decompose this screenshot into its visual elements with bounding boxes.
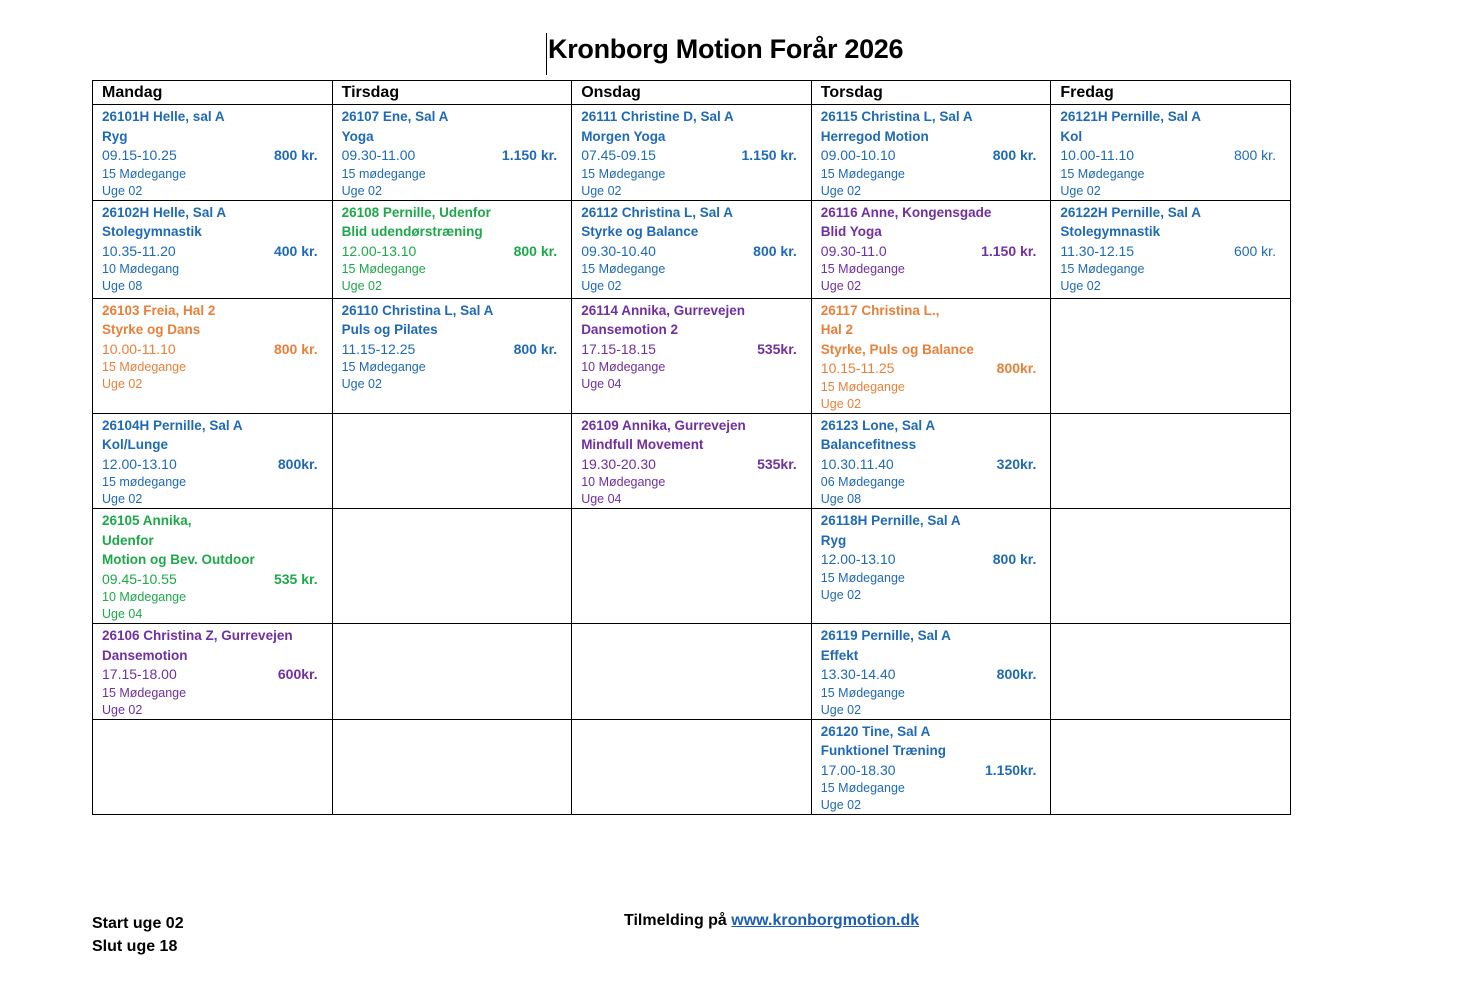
class-name: Dansemotion 2 (581, 322, 678, 337)
time-price-row (581, 242, 802, 262)
class-sessions: 15 Mødegange (820, 570, 905, 585)
class-start-week: Uge 02 (102, 702, 143, 717)
schedule-cell-thursday (811, 105, 1051, 201)
class-time: 17.00-18.30 (820, 761, 896, 778)
class-code-location: 26109 Annika, Gurrevejen (581, 417, 746, 433)
class-code-location: 26111 Christine D, Sal A (581, 109, 734, 124)
class-sessions: 10 Mødegange (581, 360, 666, 374)
class-time: 13.30-14.40 (820, 666, 896, 682)
class-start-week: Uge 02 (102, 377, 143, 391)
class-price: 800kr. (996, 360, 1037, 376)
schedule-cell-wednesday (572, 719, 812, 815)
class-price: 800 kr. (513, 340, 558, 357)
class-time: 09.45-10.55 (102, 570, 177, 587)
class-sessions: 15 Mødegange (102, 685, 187, 700)
class-start-week: Uge 02 (820, 279, 862, 293)
class-name: Ryg (820, 532, 847, 548)
class-code-location: 26121H Pernille, Sal A (1060, 109, 1201, 124)
time-price-row (821, 455, 1042, 475)
schedule-row (93, 298, 1291, 413)
class-start-week: Uge 02 (341, 279, 382, 293)
class-price: 600 kr. (1233, 242, 1276, 259)
class-location: Hal 2 (820, 322, 854, 337)
class-entry (821, 416, 1042, 509)
signup-link[interactable]: www.kronborgmotion.dk (731, 912, 920, 929)
class-entry (342, 301, 563, 394)
class-entry (821, 301, 1042, 413)
time-price-row (102, 242, 323, 262)
day-header-friday: Fredag (1051, 81, 1291, 105)
class-time: 11.30-12.15 (1060, 242, 1135, 259)
class-name: Styrke, Puls og Balance (820, 341, 974, 357)
schedule-row (93, 719, 1291, 815)
class-entry (821, 722, 1042, 815)
class-entry (102, 301, 323, 394)
class-start-week: Uge 04 (581, 377, 622, 391)
class-code-location: 26123 Lone, Sal A (820, 417, 936, 433)
schedule-row (93, 413, 1291, 509)
schedule-cell-tuesday (332, 413, 572, 509)
schedule-cell-wednesday (572, 413, 812, 509)
schedule-cell-tuesday (332, 509, 572, 624)
class-start-week: Uge 02 (1060, 279, 1101, 293)
class-sessions: 15 mødegange (102, 475, 187, 489)
class-sessions: 15 mødegange (341, 166, 426, 181)
schedule-cell-friday (1051, 105, 1291, 201)
class-start-week: Uge 02 (102, 183, 143, 198)
class-time: 09.30-10.40 (581, 242, 656, 259)
class-code-location: 26115 Christina L, Sal A (820, 109, 973, 124)
class-price: 400 kr. (273, 242, 318, 259)
schedule-cell-wednesday (572, 105, 812, 201)
class-name: Blid udendørstræning (341, 224, 483, 239)
class-code-location: 26122H Pernille, Sal A (1060, 204, 1201, 220)
class-price: 1.150 kr. (981, 242, 1037, 259)
class-price: 800 kr. (513, 242, 558, 259)
schedule-cell-friday (1051, 624, 1291, 720)
class-time: 11.15-12.25 (341, 340, 416, 357)
schedule-cell-tuesday (332, 200, 572, 298)
class-time: 12.00-13.10 (820, 551, 896, 567)
schedule-cell-thursday (811, 719, 1051, 815)
class-time: 10.15-11.25 (820, 360, 895, 376)
class-time: 09.30-11.00 (341, 147, 416, 163)
class-name: Yoga (341, 128, 374, 144)
class-entry (342, 107, 563, 200)
class-time: 10.30.11.40 (820, 455, 894, 472)
class-entry (821, 511, 1042, 604)
class-price: 535kr. (757, 340, 797, 357)
schedule-cell-friday (1051, 719, 1291, 815)
class-sessions: 15 Mødegange (820, 379, 905, 394)
time-price-row (102, 455, 323, 475)
class-code-location: 26119 Pernille, Sal A (820, 628, 951, 643)
schedule-cell-tuesday (332, 719, 572, 815)
time-price-row (1060, 146, 1281, 166)
class-entry (342, 203, 563, 296)
class-sessions: 15 Mødegange (820, 262, 905, 276)
time-price-row (102, 146, 323, 166)
day-header-row (93, 81, 1291, 105)
class-start-week: Uge 02 (102, 492, 143, 506)
class-price: 1.150 kr. (501, 147, 558, 163)
schedule-row (93, 200, 1291, 298)
schedule-cell-friday (1051, 413, 1291, 509)
time-price-row (102, 570, 323, 590)
schedule-cell-thursday (811, 298, 1051, 413)
class-price: 1.150kr. (984, 761, 1037, 778)
class-sessions: 15 Mødegange (1060, 262, 1145, 276)
time-price-row (581, 340, 802, 360)
class-time: 17.15-18.15 (581, 340, 656, 357)
class-start-week: Uge 02 (581, 183, 622, 198)
schedule-cell-friday (1051, 298, 1291, 413)
text-cursor (546, 33, 547, 75)
class-entry (1060, 107, 1281, 200)
schedule-cell-monday (93, 413, 333, 509)
schedule-cell-thursday (811, 200, 1051, 298)
class-name: Kol/Lunge (102, 437, 168, 452)
schedule-cell-monday (93, 509, 333, 624)
class-name: Stolegymnastik (1060, 224, 1161, 239)
schedule-cell-thursday (811, 509, 1051, 624)
time-price-row (1060, 242, 1281, 262)
class-code-location: 26104H Pernille, Sal A (102, 417, 243, 433)
class-sessions: 15 Mødegange (820, 781, 905, 795)
class-price: 800 kr. (273, 147, 318, 163)
class-code-location: 26110 Christina L, Sal A (341, 302, 494, 318)
class-name: Styrke og Dans (102, 322, 201, 337)
class-name: Blid Yoga (820, 224, 882, 239)
class-sessions: 15 Mødegange (102, 166, 187, 181)
class-sessions: 15 Mødegange (341, 360, 426, 374)
class-price: 535kr. (757, 455, 797, 472)
schedule-cell-friday (1051, 200, 1291, 298)
class-time: 12.00-13.10 (341, 242, 417, 259)
class-sessions: 15 Mødegange (581, 166, 666, 181)
class-start-week: Uge 02 (820, 587, 862, 602)
class-code-location: 26101H Helle, sal A (102, 109, 225, 124)
class-start-week: Uge 02 (341, 377, 382, 391)
class-time: 09.30-11.0 (820, 242, 887, 259)
class-time: 09.00-10.10 (820, 147, 896, 163)
class-name: Styrke og Balance (581, 224, 699, 239)
schedule-cell-wednesday (572, 298, 812, 413)
time-price-row (342, 146, 563, 166)
schedule-cell-tuesday (332, 298, 572, 413)
time-price-row (821, 665, 1042, 685)
class-price: 600kr. (277, 666, 318, 682)
class-sessions: 15 Mødegange (820, 166, 905, 181)
class-entry (821, 107, 1042, 200)
time-price-row (342, 340, 563, 360)
class-start-week: Uge 02 (820, 183, 862, 198)
class-start-week: Uge 02 (820, 702, 862, 717)
time-price-row (821, 146, 1042, 166)
schedule-cell-wednesday (572, 509, 812, 624)
class-code-location: 26114 Annika, Gurrevejen (581, 302, 746, 318)
signup-info (624, 912, 919, 930)
time-price-row (581, 146, 802, 166)
schedule-cell-monday (93, 624, 333, 720)
time-price-row (581, 455, 802, 475)
time-price-row (342, 242, 563, 262)
class-name: Balancefitness (820, 437, 917, 452)
class-name: Herregod Motion (820, 128, 929, 144)
class-time: 10.35-11.20 (102, 242, 176, 259)
class-code-location: 26107 Ene, Sal A (341, 109, 449, 124)
time-price-row (102, 340, 323, 360)
class-name: Effekt (820, 647, 859, 663)
class-start-week: Uge 04 (581, 492, 622, 506)
class-name: Dansemotion (102, 647, 188, 663)
schedule-cell-wednesday (572, 200, 812, 298)
class-price: 800 kr. (1233, 147, 1276, 163)
class-entry (821, 626, 1042, 719)
class-time: 09.15-10.25 (102, 147, 177, 163)
start-week: Start uge 02 (92, 915, 184, 932)
class-time: 19.30-20.30 (581, 455, 656, 472)
class-price: 800 kr. (753, 242, 797, 259)
class-location: Udenfor (102, 532, 154, 548)
time-price-row (821, 359, 1042, 379)
day-header-tuesday: Tirsdag (332, 81, 572, 105)
class-name: Kol (1060, 128, 1083, 144)
class-start-week: Uge 04 (102, 607, 143, 621)
day-header-wednesday: Onsdag (572, 81, 812, 105)
class-entry (102, 626, 323, 719)
class-name: Stolegymnastik (102, 224, 202, 239)
class-time: 10.00-11.10 (1060, 147, 1135, 163)
schedule-cell-monday (93, 200, 333, 298)
schedule-row (93, 624, 1291, 720)
class-time: 17.15-18.00 (102, 666, 177, 682)
schedule-cell-thursday (811, 624, 1051, 720)
class-name: Funktionel Træning (820, 743, 947, 758)
schedule-cell-thursday (811, 413, 1051, 509)
class-sessions: 10 Mødegang (102, 262, 180, 276)
class-code-location: 26105 Annika, (102, 513, 192, 528)
class-price: 1.150 kr. (741, 147, 797, 163)
schedule-cell-tuesday (332, 105, 572, 201)
class-code-location: 26102H Helle, Sal A (102, 204, 227, 220)
class-time: 10.00-11.10 (102, 340, 176, 357)
class-price: 800 kr. (992, 551, 1037, 567)
class-code-location: 26117 Christina L., (820, 302, 940, 318)
class-code-location: 26112 Christina L, Sal A (581, 204, 734, 220)
class-start-week: Uge 08 (102, 279, 143, 293)
time-price-row (821, 242, 1042, 262)
class-entry (102, 107, 323, 200)
class-start-week: Uge 02 (820, 396, 862, 411)
class-code-location: 26103 Freia, Hal 2 (102, 302, 216, 318)
class-price: 800 kr. (992, 147, 1037, 163)
class-price: 800kr. (996, 666, 1037, 682)
class-sessions: 10 Mødegange (102, 590, 187, 604)
signup-label: Tilmelding på (624, 912, 727, 929)
class-entry (102, 203, 323, 296)
class-code-location: 26108 Pernille, Udenfor (341, 204, 491, 220)
schedule-row (93, 105, 1291, 201)
time-price-row (821, 761, 1042, 781)
schedule-cell-tuesday (332, 624, 572, 720)
class-code-location: 26116 Anne, Kongensgade (820, 204, 992, 220)
class-time: 12.00-13.10 (102, 455, 177, 472)
class-entry (581, 203, 802, 296)
class-entry (102, 511, 323, 623)
class-entry (821, 203, 1042, 296)
class-sessions: 15 Mødegange (581, 262, 666, 276)
class-price: 535 kr. (273, 570, 318, 587)
schedule-table (92, 80, 1291, 815)
class-code-location: 26120 Tine, Sal A (820, 723, 931, 739)
season-info (92, 912, 184, 958)
class-price: 320kr. (996, 455, 1037, 472)
class-entry (102, 416, 323, 509)
day-header-monday: Mandag (93, 81, 333, 105)
class-start-week: Uge 02 (820, 798, 862, 812)
class-name: Motion og Bev. Outdoor (102, 552, 255, 567)
end-week: Slut uge 18 (92, 938, 178, 955)
class-entry (581, 107, 802, 200)
time-price-row (821, 550, 1042, 570)
class-entry (581, 301, 802, 394)
class-entry (581, 416, 802, 509)
schedule-cell-monday (93, 298, 333, 413)
class-sessions: 15 Mødegange (341, 262, 426, 276)
schedule-cell-friday (1051, 509, 1291, 624)
class-sessions: 15 Mødegange (820, 685, 905, 700)
class-start-week: Uge 02 (341, 183, 382, 198)
time-price-row (102, 665, 323, 685)
schedule-cell-monday (93, 719, 333, 815)
class-price: 800kr. (277, 455, 318, 472)
schedule-row (93, 509, 1291, 624)
class-code-location: 26118H Pernille, Sal A (820, 513, 961, 528)
class-sessions: 10 Mødegange (581, 475, 666, 489)
class-price: 800 kr. (273, 340, 318, 357)
schedule-cell-monday (93, 105, 333, 201)
class-code-location: 26106 Christina Z, Gurrevejen (102, 628, 293, 643)
class-sessions: 06 Mødegange (820, 475, 905, 489)
class-sessions: 15 Mødegange (102, 360, 187, 374)
class-time: 07.45-09.15 (581, 147, 656, 163)
class-name: Mindfull Movement (581, 437, 704, 452)
class-name: Puls og Pilates (341, 322, 438, 337)
class-entry (1060, 203, 1281, 296)
day-header-thursday: Torsdag (811, 81, 1051, 105)
class-start-week: Uge 08 (820, 492, 862, 506)
class-start-week: Uge 02 (581, 279, 622, 293)
class-start-week: Uge 02 (1060, 183, 1101, 198)
schedule-cell-wednesday (572, 624, 812, 720)
class-name: Ryg (102, 128, 128, 144)
class-sessions: 15 Mødegange (1060, 166, 1145, 181)
class-name: Morgen Yoga (581, 128, 666, 144)
page-title: Kronborg Motion Forår 2026 (548, 34, 904, 64)
